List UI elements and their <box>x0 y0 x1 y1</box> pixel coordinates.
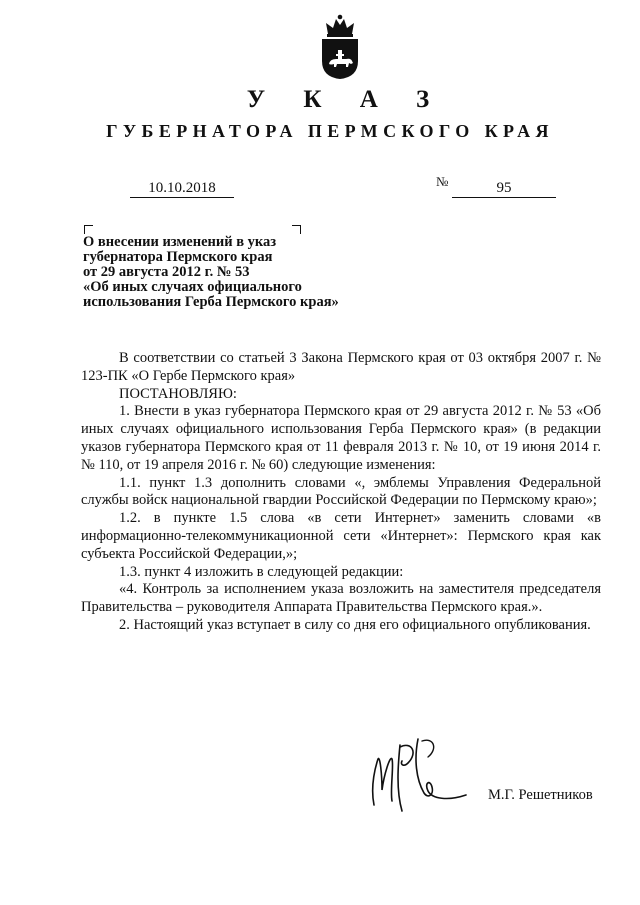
item-1-2: 1.2. в пункте 1.5 слова «в сети Интернет» заменить словами «в информационно-телекоммуникационной сети «Интернет»: Пермского края как субъекта Российской Федерации,»; <box>81 510 601 562</box>
subject-corner-right <box>292 225 301 234</box>
subject-line: от 29 августа 2012 г. № 53 <box>83 264 250 280</box>
decree-number: 95 <box>452 180 556 198</box>
signer-name: М.Г. Решетников <box>488 787 593 803</box>
subject-line: О внесении изменений в указ <box>83 234 277 250</box>
preamble-paragraph: В соответствии со статьей 3 Закона Пермского края от 03 октября 2007 г. № 123-ПК «О Гербе Пермского края» <box>81 350 601 384</box>
number-label: № <box>436 174 449 189</box>
coat-of-arms-icon <box>318 14 362 80</box>
item-1: 1. Внести в указ губернатора Пермского края от 29 августа 2012 г. № 53 «Об иных случаях официального использования Герба Пермского края» (в редакции указов губернатора Пермского края от 11 февраля 2013 г. № 10, от 19 июня 2014 г. № 110, от 19 апреля 2016 г. № 60) следующие изменения: <box>81 403 601 473</box>
item-1-3: 1.3. пункт 4 изложить в следующей редакции: <box>119 563 404 580</box>
item-2: 2. Настоящий указ вступает в силу со дня его официального опубликования. <box>119 616 591 633</box>
decree-date: 10.10.2018 <box>130 180 234 198</box>
decree-subject <box>83 235 383 310</box>
subject-line: использования Герба Пермского края» <box>83 294 339 310</box>
subject-line: губернатора Пермского края <box>83 249 273 265</box>
document-subtitle: ГУБЕРНАТОРА ПЕРМСКОГО КРАЯ <box>106 121 554 141</box>
decree-word: ПОСТАНОВЛЯЮ: <box>119 385 237 402</box>
subject-line: «Об иных случаях официального <box>83 279 302 295</box>
subject-corner-left <box>84 225 93 234</box>
item-1-1: 1.1. пункт 1.3 дополнить словами «, эмблемы Управления Федеральной службы войск национальной гвардии Российской Федерации по Пермскому краю»; <box>81 474 601 509</box>
document-title: У К А З <box>246 86 446 113</box>
decree-body <box>81 350 601 635</box>
signature-icon <box>362 735 472 813</box>
item-1-3-text: «4. Контроль за исполнением указа возложить на заместителя председателя Правительства – руководителя Аппарата Правительства Пермского края.». <box>81 581 601 616</box>
